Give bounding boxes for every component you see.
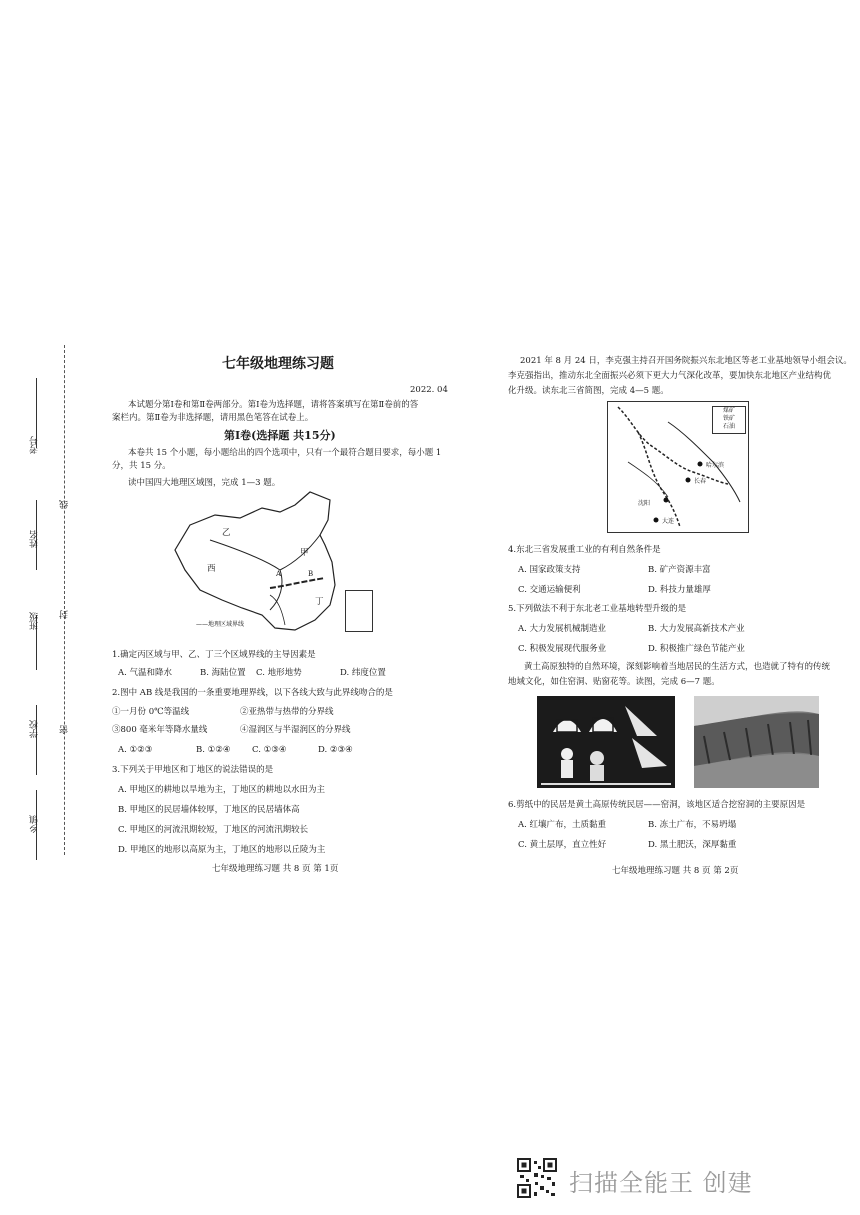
intro-line-1: 本试题分第Ⅰ卷和第Ⅱ卷两部分。第Ⅰ卷为选择题，请将答案填写在第Ⅱ卷前的答 [128,400,419,410]
binding-dashed-line [64,345,65,855]
loess-paragraph-2: 地域文化，如住窑洞、贴窗花等。读图，完成 6—7 题。 [508,677,720,687]
map-legend-boundary: ——地理区域界线 [196,621,245,628]
q5-option-a: A. 大力发展机械制造业 [518,624,607,634]
map-label-xi: 西 [207,564,216,574]
q3-stem: 3.下列关于甲地区和丁地区的说法错误的是 [112,765,274,775]
q4-stem: 4.东北三省发展重工业的有利自然条件是 [508,545,661,555]
q2-stem: 2.图中 AB 线是我国的一条重要地理界线，以下各线大致与此界线吻合的是 [112,688,393,698]
q6-option-d: D. 黑土肥沃，深厚黏重 [648,840,737,850]
shenyang-dot [664,498,669,503]
q3-option-b: B. 甲地区的民居墙体较厚，丁地区的民居墙体高 [118,805,300,815]
left-page-footer: 七年级地理练习题 共 8 页 第 1页 [212,864,339,874]
q5-option-d: D. 积极推广绿色节能产业 [648,644,745,654]
q2-option-b: B. ①②④ [196,745,231,755]
loess-plateau-photo [694,696,819,788]
q1-option-c: C. 地形地势 [256,668,302,678]
side-banji-label: 班级 [30,612,40,630]
right-page-footer: 七年级地理练习题 共 8 页 第 2页 [612,866,739,876]
northeast-map-legend [712,406,746,434]
q4-option-b: B. 矿产资源丰富 [648,565,711,575]
changchun-dot [686,478,691,483]
q6-option-b: B. 冻土广布，不易坍塌 [648,820,737,830]
paper-cut-cave-dwelling-image [537,696,675,788]
q6-option-c: C. 黄土层厚，直立性好 [518,840,607,850]
side-feng-mark: 封 [60,610,70,619]
qr-code-icon [517,1158,557,1198]
q5-option-c: C. 积极发展现代服务业 [518,644,607,654]
q6-stem: 6.剪纸中的民居是黄土高原传统民居——窑洞，该地区适合挖窑洞的主要原因是 [508,800,806,810]
q2-option-d: D. ②③④ [318,745,353,755]
intro-line-2: 案栏内。第Ⅱ卷为非选择题，请用黑色笔答在试卷上。 [112,413,314,423]
map-label-b: B [308,570,314,578]
side-mi-mark: 密 [60,725,70,734]
q2-statement-1: ①一月份 0℃等温线 [112,707,190,717]
q3-option-a: A. 甲地区的耕地以旱地为主，丁地区的耕地以水田为主 [118,785,326,795]
map-label-yi: 乙 [222,528,231,538]
right-intro-line-1: 2021 年 8 月 24 日，李克强主持召开国务院振兴东北地区等老工业基地领导小组会议。 [520,356,852,366]
q4-option-c: C. 交通运输便利 [518,585,581,595]
q1-option-a: A. 气温和降水 [118,668,173,678]
city-changchun: 长春 [694,478,707,485]
legend-oil: 石油 [723,423,736,430]
q2-statement-4: ④湿润区与半湿润区的分界线 [240,725,351,735]
q6-option-a: A. 红壤广布，土质黏重 [518,820,607,830]
harbin-dot [698,462,703,467]
loess-paragraph-1: 黄土高原独特的自然环境，深刻影响着当地居民的生活方式，也造就了特有的传统 [524,662,831,672]
side-xian-mark: 线 [60,500,70,509]
q2-statement-2: ②亚热带与热带的分界线 [240,707,334,717]
part-one-instructions-1: 本卷共 15 个小题，每小题给出的四个选项中，只有一个最符合题目要求，每小题 1 [128,448,442,458]
northeast-china-map [607,401,749,533]
city-harbin: 哈尔滨 [706,462,725,469]
dalian-dot [654,518,659,523]
side-kaohao-label: 考号 [30,436,40,454]
part-one-instructions-2: 分，共 15 分。 [112,461,171,471]
q1-option-d: D. 纬度位置 [340,668,386,678]
exam-date: 2022. 04 [410,385,448,395]
q2-option-c: C. ①③④ [252,745,287,755]
q1-stem: 1.确定丙区域与甲、乙、丁三个区域界线的主导因素是 [112,650,316,660]
q4-option-d: D. 科技力量雄厚 [648,585,711,595]
q2-statement-3: ③800 毫米年等降水量线 [112,725,208,735]
side-xingming-label: 姓名 [30,530,40,548]
page-title: 七年级地理练习题 [222,356,334,372]
map-label-ding: 丁 [315,597,324,607]
south-china-sea-inset [345,590,373,632]
q2-option-a: A. ①②③ [118,745,153,755]
legend-iron: 铁矿 [723,415,736,422]
camscanner-watermark: 扫描全能王 创建 [569,1169,753,1197]
map-label-a: A [276,570,282,578]
q4-option-a: A. 国家政策支持 [518,565,581,575]
q3-option-c: C. 甲地区的河流汛期较短，丁地区的河流汛期较长 [118,825,309,835]
q5-option-b: B. 大力发展高新技术产业 [648,624,745,634]
legend-coal: 煤矿 [723,407,736,414]
city-dalian: 大连 [662,518,675,525]
right-intro-line-2: 李克强指出，推动东北全面振兴必须下更大力气深化改革，要加快东北地区产业结构优 [508,371,832,381]
side-xiangzhen-label: 乡镇 [30,815,40,833]
map-label-jia: 甲 [300,548,309,558]
city-shenyang: 沈阳 [638,500,651,507]
q1-option-b: B. 海陆位置 [200,668,246,678]
part-one-heading: 第Ⅰ卷(选择题 共15分) [224,429,336,442]
map-reading-instruction: 读中国四大地理区域图，完成 1—3 题。 [128,478,281,488]
side-xuexiao-label: 学校 [30,720,40,738]
q3-option-d: D. 甲地区的地形以高原为主，丁地区的地形以丘陵为主 [118,845,326,855]
q5-stem: 5.下列做法不利于东北老工业基地转型升级的是 [508,604,687,614]
xuexiao-blank-line [36,705,37,775]
right-intro-line-3: 化升级。读东北三省简图，完成 4—5 题。 [508,386,669,396]
